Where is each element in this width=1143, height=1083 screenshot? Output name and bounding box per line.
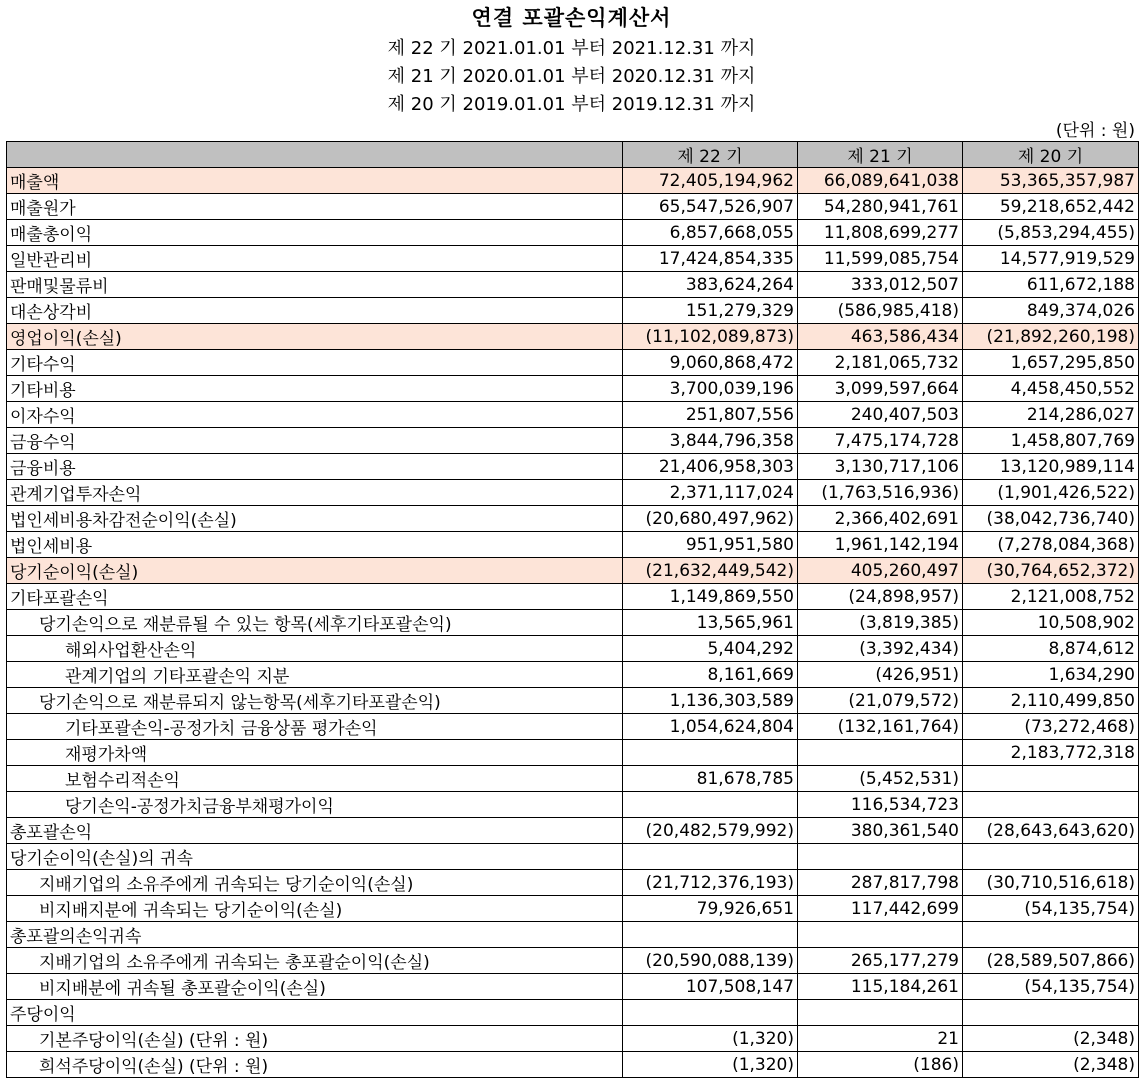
value-period-21: 380,361,540	[798, 818, 963, 844]
value-period-21: 21	[798, 1026, 963, 1052]
value-period-20: 214,286,027	[963, 402, 1139, 428]
value-period-22: 151,279,329	[623, 298, 798, 324]
value-period-21: (186)	[798, 1052, 963, 1078]
value-period-20: (28,643,643,620)	[963, 818, 1139, 844]
table-row	[7, 844, 1139, 870]
value-period-22	[623, 844, 798, 870]
value-period-20: (7,278,084,368)	[963, 532, 1139, 558]
value-period-20: (38,042,736,740)	[963, 506, 1139, 532]
value-period-22: 79,926,651	[623, 896, 798, 922]
value-period-22: 81,678,785	[623, 766, 798, 792]
value-period-22: 1,054,624,804	[623, 714, 798, 740]
table-row	[7, 688, 1139, 714]
value-period-22: 1,136,303,589	[623, 688, 798, 714]
value-period-20: 1,634,290	[963, 662, 1139, 688]
value-period-20: 8,874,612	[963, 636, 1139, 662]
account-label: 재평가차액	[7, 740, 623, 766]
table-row	[7, 636, 1139, 662]
table-row	[7, 662, 1139, 688]
table-row	[7, 974, 1139, 1000]
value-period-20: (54,135,754)	[963, 896, 1139, 922]
value-period-21: (5,452,531)	[798, 766, 963, 792]
value-period-21: 54,280,941,761	[798, 194, 963, 220]
period-21: 제 21 기 2020.01.01 부터 2020.12.31 까지	[387, 66, 756, 87]
account-label: 법인세비용	[7, 532, 623, 558]
value-period-22: 107,508,147	[623, 974, 798, 1000]
value-period-22: (20,590,088,139)	[623, 948, 798, 974]
account-label: 기타비용	[7, 376, 623, 402]
value-period-21: 333,012,507	[798, 272, 963, 298]
value-period-20: 1,458,807,769	[963, 428, 1139, 454]
table-row	[7, 194, 1139, 220]
value-period-20: 2,110,499,850	[963, 688, 1139, 714]
statement-title: 연결 포괄손익계산서	[471, 6, 672, 30]
account-label: 대손상각비	[7, 298, 623, 324]
value-period-20	[963, 1000, 1139, 1026]
value-period-20: (5,853,294,455)	[963, 220, 1139, 246]
account-label: 영업이익(손실)	[7, 324, 623, 350]
value-period-21: 11,599,085,754	[798, 246, 963, 272]
header-period-20: 제 20 기	[963, 142, 1139, 168]
table-row	[7, 896, 1139, 922]
value-period-20: 4,458,450,552	[963, 376, 1139, 402]
value-period-20: (73,272,468)	[963, 714, 1139, 740]
value-period-21: 2,366,402,691	[798, 506, 963, 532]
value-period-20: (30,710,516,618)	[963, 870, 1139, 896]
table-row	[7, 610, 1139, 636]
account-label: 금융비용	[7, 454, 623, 480]
value-period-21: 11,808,699,277	[798, 220, 963, 246]
value-period-22	[623, 740, 798, 766]
value-period-22: 17,424,854,335	[623, 246, 798, 272]
table-row	[7, 584, 1139, 610]
value-period-21	[798, 1000, 963, 1026]
account-label: 총포괄의손익귀속	[7, 922, 623, 948]
value-period-21: 240,407,503	[798, 402, 963, 428]
value-period-22: 3,700,039,196	[623, 376, 798, 402]
account-label: 기본주당이익(손실) (단위 : 원)	[7, 1026, 623, 1052]
period-22: 제 22 기 2021.01.01 부터 2021.12.31 까지	[387, 38, 756, 59]
value-period-22: (11,102,089,873)	[623, 324, 798, 350]
table-row	[7, 220, 1139, 246]
header-period-22: 제 22 기	[623, 142, 798, 168]
value-period-21: 117,442,699	[798, 896, 963, 922]
value-period-20: (54,135,754)	[963, 974, 1139, 1000]
account-label: 법인세비용차감전순이익(손실)	[7, 506, 623, 532]
table-row	[7, 298, 1139, 324]
table-row	[7, 818, 1139, 844]
value-period-20: 2,121,008,752	[963, 584, 1139, 610]
table-row	[7, 532, 1139, 558]
value-period-21: (3,392,434)	[798, 636, 963, 662]
value-period-22: 8,161,669	[623, 662, 798, 688]
value-period-21: 405,260,497	[798, 558, 963, 584]
value-period-21: (3,819,385)	[798, 610, 963, 636]
account-label: 비지배분에 귀속될 총포괄순이익(손실)	[7, 974, 623, 1000]
table-row	[7, 792, 1139, 818]
account-label: 비지배지분에 귀속되는 당기순이익(손실)	[7, 896, 623, 922]
value-period-22: (1,320)	[623, 1026, 798, 1052]
value-period-20	[963, 792, 1139, 818]
account-label: 당기손익으로 재분류될 수 있는 항목(세후기타포괄손익)	[7, 610, 623, 636]
table-row	[7, 870, 1139, 896]
account-label: 주당이익	[7, 1000, 623, 1026]
value-period-22	[623, 1000, 798, 1026]
value-period-20: 849,374,026	[963, 298, 1139, 324]
account-label: 관계기업의 기타포괄손익 지분	[7, 662, 623, 688]
value-period-21: (21,079,572)	[798, 688, 963, 714]
value-period-22: 951,951,580	[623, 532, 798, 558]
value-period-21	[798, 844, 963, 870]
table-row	[7, 1052, 1139, 1078]
value-period-22: 21,406,958,303	[623, 454, 798, 480]
value-period-21: 287,817,798	[798, 870, 963, 896]
value-period-22: 2,371,117,024	[623, 480, 798, 506]
table-row	[7, 1000, 1139, 1026]
value-period-21: 463,586,434	[798, 324, 963, 350]
table-row	[7, 740, 1139, 766]
table-row	[7, 1026, 1139, 1052]
value-period-21: (132,161,764)	[798, 714, 963, 740]
value-period-20	[963, 766, 1139, 792]
value-period-20: 611,672,188	[963, 272, 1139, 298]
account-label: 보험수리적손익	[7, 766, 623, 792]
account-label: 당기순이익(손실)의 귀속	[7, 844, 623, 870]
table-row	[7, 948, 1139, 974]
value-period-22: (20,482,579,992)	[623, 818, 798, 844]
value-period-20: 53,365,357,987	[963, 168, 1139, 194]
value-period-20: (1,901,426,522)	[963, 480, 1139, 506]
value-period-21: 265,177,279	[798, 948, 963, 974]
value-period-21: 3,099,597,664	[798, 376, 963, 402]
value-period-21: (24,898,957)	[798, 584, 963, 610]
account-label: 매출액	[7, 168, 623, 194]
value-period-22: 6,857,668,055	[623, 220, 798, 246]
account-label: 관계기업투자손익	[7, 480, 623, 506]
value-period-20: (28,589,507,866)	[963, 948, 1139, 974]
account-label: 해외사업환산손익	[7, 636, 623, 662]
value-period-20: (2,348)	[963, 1026, 1139, 1052]
value-period-22	[623, 792, 798, 818]
value-period-20: 2,183,772,318	[963, 740, 1139, 766]
account-label: 희석주당이익(손실) (단위 : 원)	[7, 1052, 623, 1078]
account-label: 매출총이익	[7, 220, 623, 246]
account-label: 일반관리비	[7, 246, 623, 272]
value-period-20: 14,577,919,529	[963, 246, 1139, 272]
value-period-20: 10,508,902	[963, 610, 1139, 636]
value-period-22: 65,547,526,907	[623, 194, 798, 220]
value-period-21	[798, 922, 963, 948]
value-period-21: (1,763,516,936)	[798, 480, 963, 506]
value-period-22: 72,405,194,962	[623, 168, 798, 194]
value-period-22: 5,404,292	[623, 636, 798, 662]
table-row	[7, 168, 1139, 194]
header-period-21: 제 21 기	[798, 142, 963, 168]
value-period-20: 1,657,295,850	[963, 350, 1139, 376]
value-period-22: 13,565,961	[623, 610, 798, 636]
table-row	[7, 506, 1139, 532]
value-period-20	[963, 922, 1139, 948]
table-row	[7, 246, 1139, 272]
table-row	[7, 454, 1139, 480]
value-period-21: 2,181,065,732	[798, 350, 963, 376]
account-label: 기타수익	[7, 350, 623, 376]
table-row	[7, 766, 1139, 792]
value-period-22: 1,149,869,550	[623, 584, 798, 610]
account-label: 매출원가	[7, 194, 623, 220]
value-period-21: 66,089,641,038	[798, 168, 963, 194]
account-label: 이자수익	[7, 402, 623, 428]
value-period-22	[623, 922, 798, 948]
account-label: 당기순이익(손실)	[7, 558, 623, 584]
account-label: 지배기업의 소유주에게 귀속되는 당기순이익(손실)	[7, 870, 623, 896]
value-period-22: 9,060,868,472	[623, 350, 798, 376]
table-row	[7, 922, 1139, 948]
table-row	[7, 402, 1139, 428]
value-period-21: 7,475,174,728	[798, 428, 963, 454]
value-period-22: (21,632,449,542)	[623, 558, 798, 584]
table-row	[7, 558, 1139, 584]
income-statement-table	[6, 141, 1139, 1078]
table-row	[7, 350, 1139, 376]
value-period-21: 3,130,717,106	[798, 454, 963, 480]
account-label: 당기손익으로 재분류되지 않는항목(세후기타포괄손익)	[7, 688, 623, 714]
value-period-20: (30,764,652,372)	[963, 558, 1139, 584]
account-label: 기타포괄손익-공정가치 금융상품 평가손익	[7, 714, 623, 740]
table-row	[7, 272, 1139, 298]
value-period-22: 251,807,556	[623, 402, 798, 428]
table-row	[7, 376, 1139, 402]
header-account	[7, 142, 623, 168]
table-row	[7, 324, 1139, 350]
value-period-21	[798, 740, 963, 766]
value-period-20: (2,348)	[963, 1052, 1139, 1078]
account-label: 지배기업의 소유주에게 귀속되는 총포괄순이익(손실)	[7, 948, 623, 974]
header-row	[7, 142, 1139, 168]
value-period-21: (586,985,418)	[798, 298, 963, 324]
value-period-21: (426,951)	[798, 662, 963, 688]
account-label: 총포괄손익	[7, 818, 623, 844]
table-row	[7, 480, 1139, 506]
table-row	[7, 428, 1139, 454]
period-20: 제 20 기 2019.01.01 부터 2019.12.31 까지	[387, 94, 756, 115]
table-row	[7, 714, 1139, 740]
value-period-20: 13,120,989,114	[963, 454, 1139, 480]
value-period-22: (21,712,376,193)	[623, 870, 798, 896]
value-period-20	[963, 844, 1139, 870]
account-label: 당기손익-공정가치금융부채평가이익	[7, 792, 623, 818]
unit-label: (단위 : 원)	[1055, 121, 1135, 141]
account-label: 판매및물류비	[7, 272, 623, 298]
account-label: 금융수익	[7, 428, 623, 454]
value-period-20: (21,892,260,198)	[963, 324, 1139, 350]
value-period-21: 116,534,723	[798, 792, 963, 818]
value-period-21: 1,961,142,194	[798, 532, 963, 558]
value-period-22: 383,624,264	[623, 272, 798, 298]
value-period-22: (20,680,497,962)	[623, 506, 798, 532]
value-period-20: 59,218,652,442	[963, 194, 1139, 220]
value-period-22: (1,320)	[623, 1052, 798, 1078]
value-period-22: 3,844,796,358	[623, 428, 798, 454]
account-label: 기타포괄손익	[7, 584, 623, 610]
value-period-21: 115,184,261	[798, 974, 963, 1000]
